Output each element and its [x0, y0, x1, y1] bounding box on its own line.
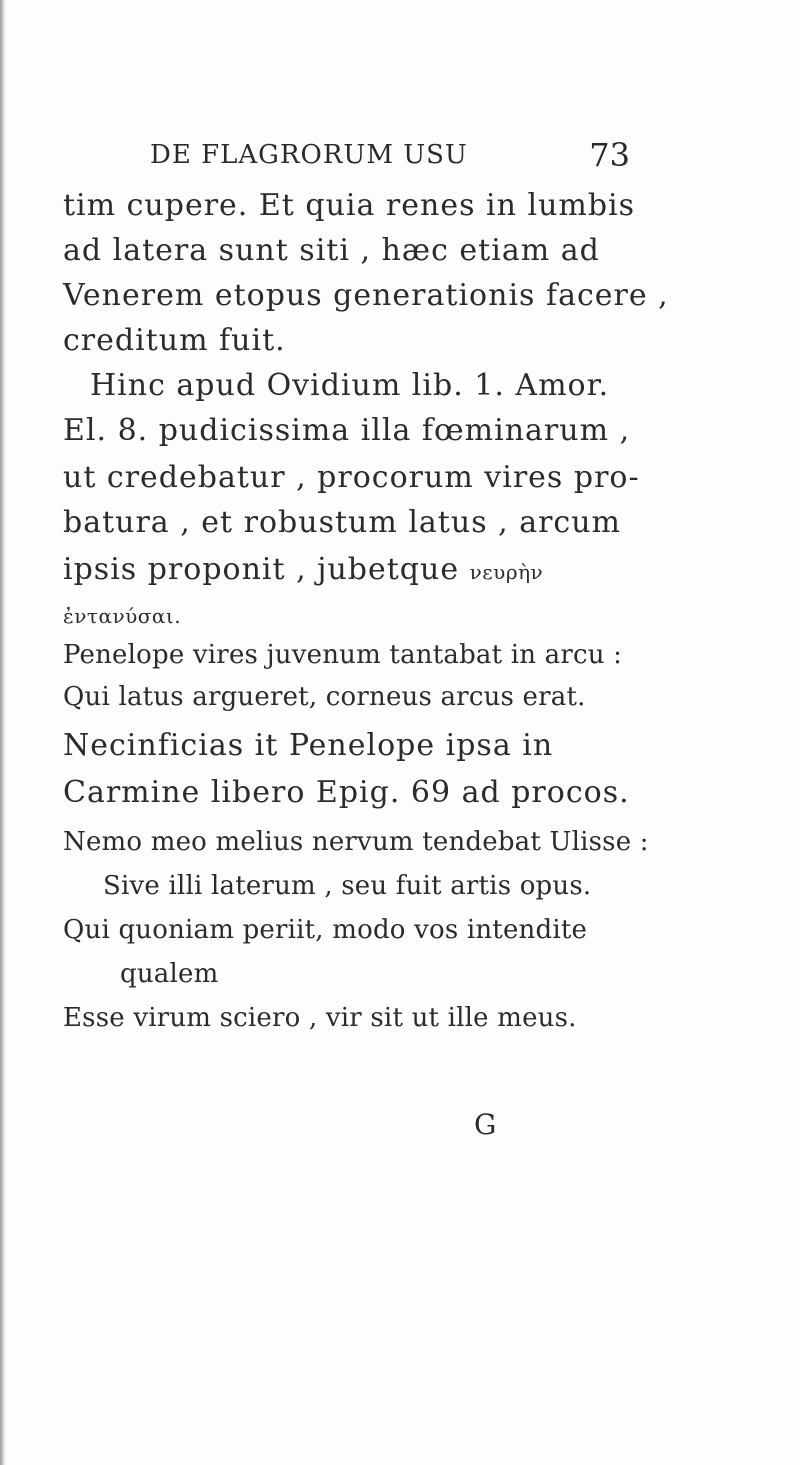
quote-line-2: Qui latus argueret, corneus arcus erat. — [63, 682, 586, 712]
body-line-8: batura , et robustum latus , arcum — [63, 505, 621, 540]
verse-line-3: Qui quoniam periit, modo vos intendite — [63, 915, 588, 945]
page-left-edge-shadow — [0, 0, 6, 1465]
running-header — [150, 136, 630, 180]
body-line-9-text: ipsis proponit , jubetque — [63, 552, 460, 587]
text-line-1: Necinficias it Penelope ipsa in — [63, 728, 554, 763]
greek-word-inline: νευρὴν — [469, 560, 544, 584]
signature-mark: G — [474, 1108, 497, 1141]
body-line-6: El. 8. pudicissima illa fœminarum , — [63, 413, 631, 448]
page-number: 73 — [589, 136, 630, 174]
text-line-2: Carmine libero Epig. 69 ad procos. — [63, 775, 630, 810]
body-line-2: ad latera sunt siti , hæc etiam ad — [63, 233, 600, 268]
quote-line-1: Penelope vires juvenum tantabat in arcu : — [63, 640, 623, 670]
body-line-5: Hinc apud Ovidium lib. 1. Amor. — [90, 368, 610, 403]
greek-line: ἐντανύσαι. — [63, 604, 182, 628]
verse-line-4: qualem — [120, 959, 219, 989]
body-line-1: tim cupere. Et quia renes in lumbis — [63, 188, 636, 223]
verse-line-5: Esse virum sciero , vir sit ut ille meus. — [63, 1003, 577, 1033]
body-line-3: Venerem etopus generationis facere , — [63, 278, 669, 313]
body-line-9 — [63, 552, 543, 587]
verse-line-1: Nemo meo melius nervum tendebat Ulisse : — [63, 827, 649, 857]
body-line-7: ut credebatur , procorum vires pro- — [63, 460, 640, 495]
running-title: DE FLAGRORUM USU — [150, 140, 468, 170]
verse-line-2: Sive illi laterum , seu fuit artis opus. — [103, 871, 592, 901]
body-line-4: creditum fuit. — [63, 323, 286, 358]
